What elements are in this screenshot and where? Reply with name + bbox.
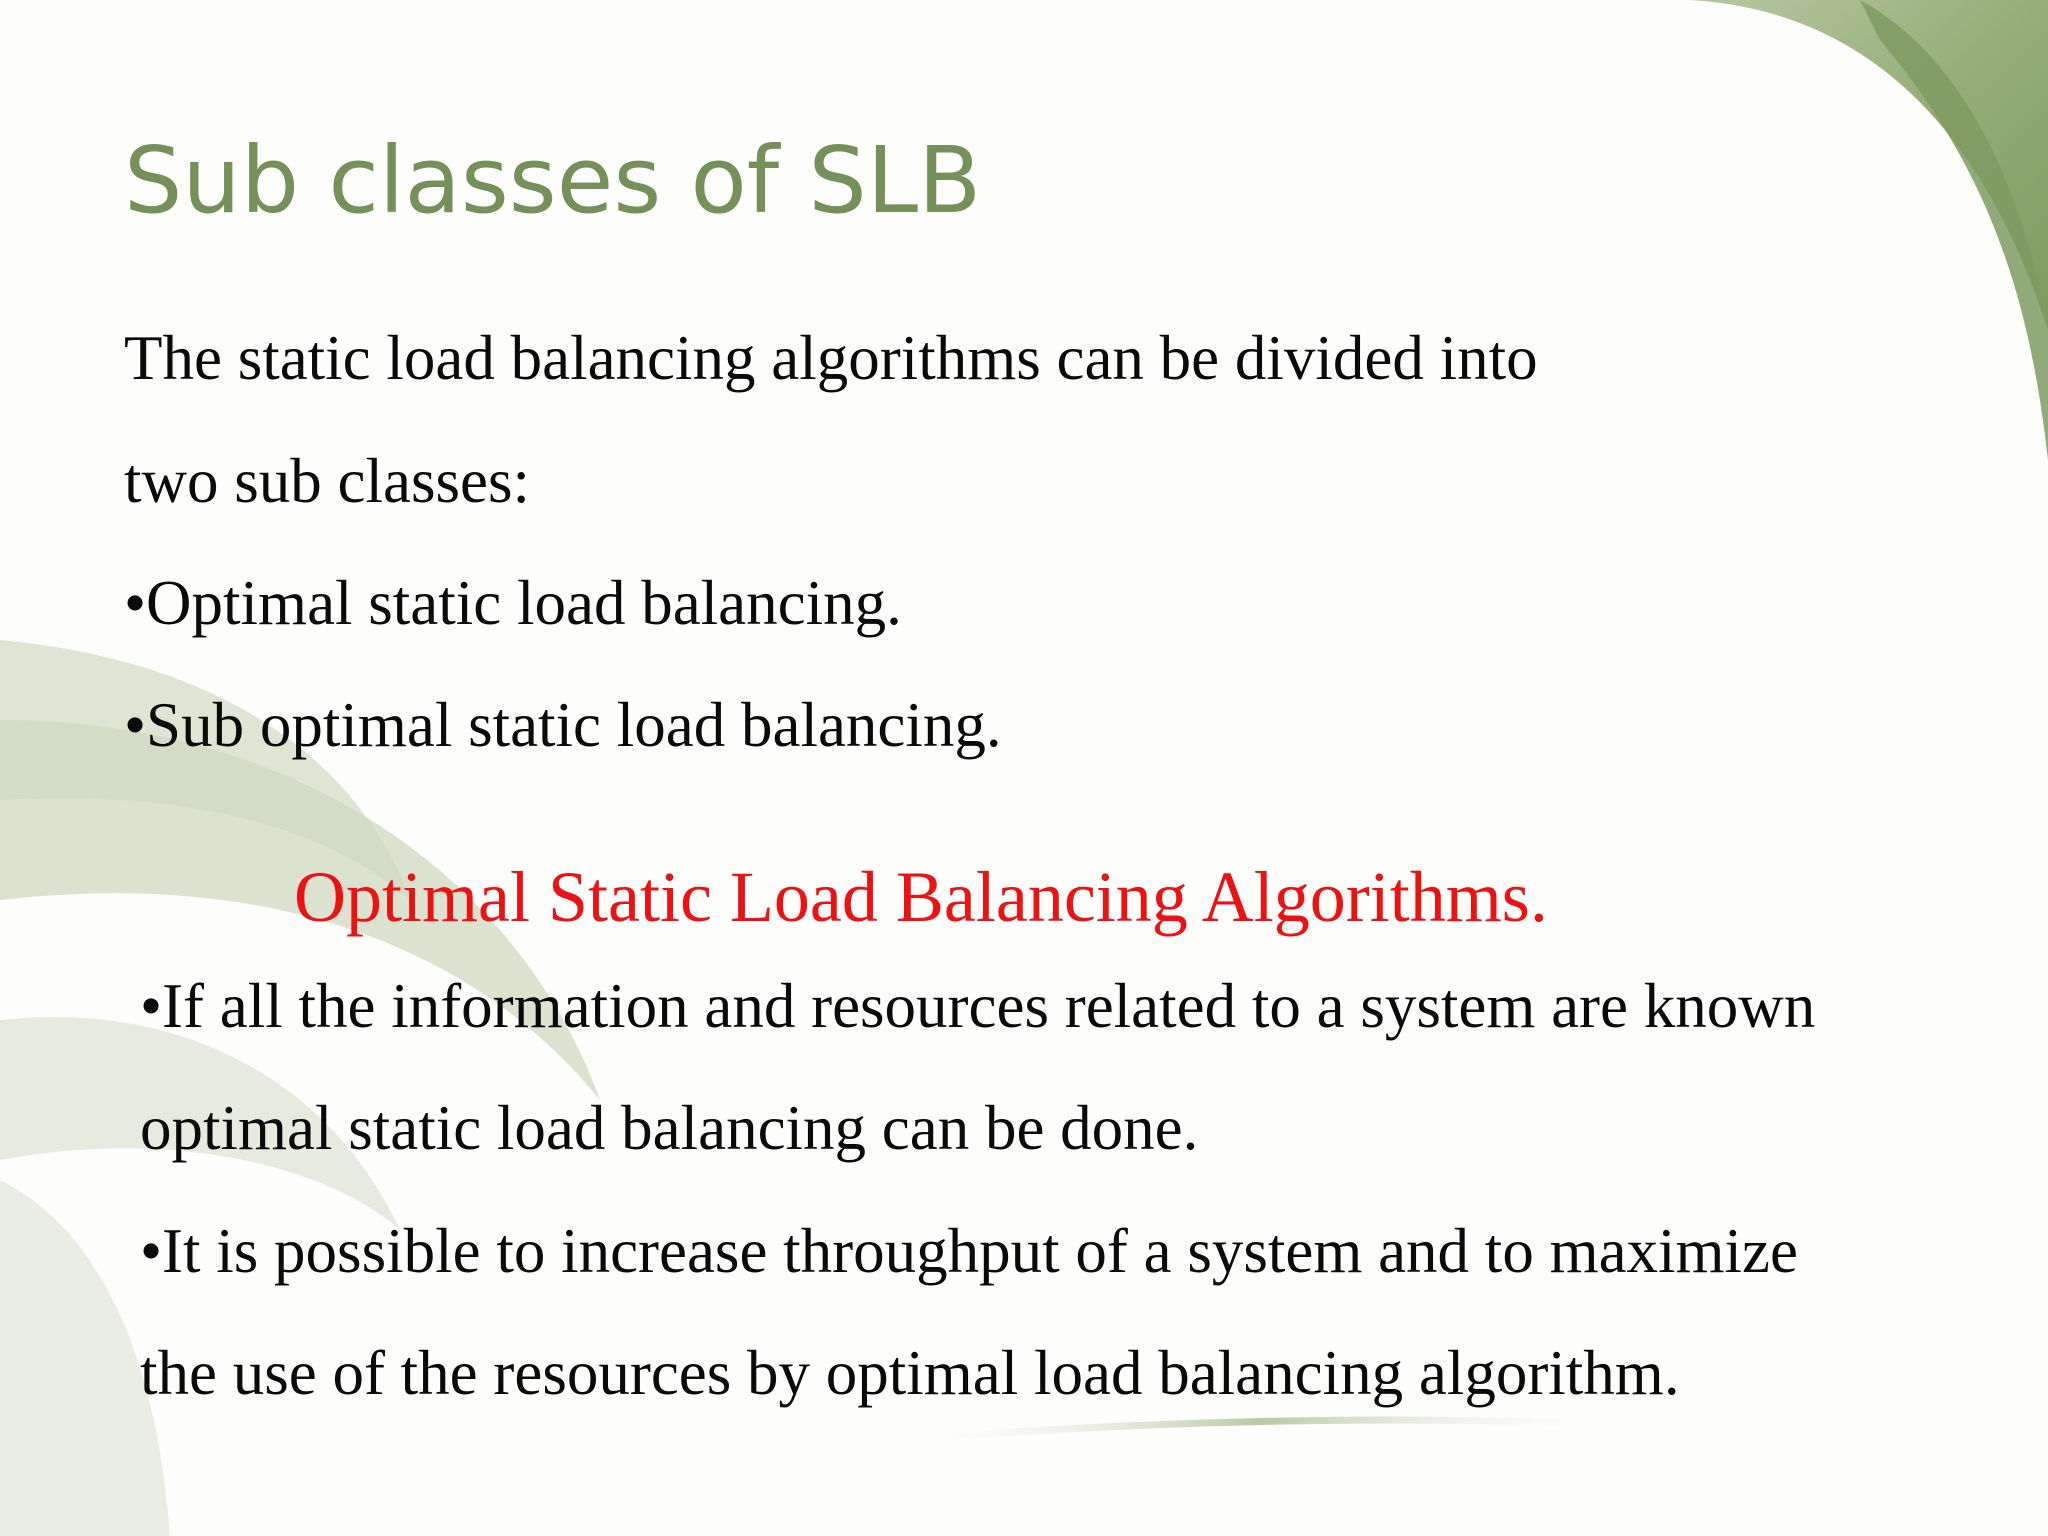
body-line-2: optimal static load balancing can be done. — [140, 1093, 1199, 1163]
slide-title: Sub classes of SLB — [124, 127, 982, 234]
body-line-1: •If all the information and resources related to a system are known — [140, 971, 1816, 1041]
bullet-optimal: •Optimal static load balancing. — [124, 568, 902, 638]
bullet-sub-optimal: •Sub optimal static load balancing. — [124, 690, 1002, 760]
body-line-3: •It is possible to increase throughput of a system and to maximize — [140, 1216, 1798, 1286]
section-heading: Optimal Static Load Balancing Algorithms. — [294, 857, 1548, 937]
body-line-4: the use of the resources by optimal load balancing algorithm. — [140, 1338, 1680, 1408]
intro-line-2: two sub classes: — [124, 446, 530, 516]
intro-line-1: The static load balancing algorithms can be divided into — [124, 323, 1538, 393]
bottom-accent-stroke — [900, 1420, 1620, 1440]
